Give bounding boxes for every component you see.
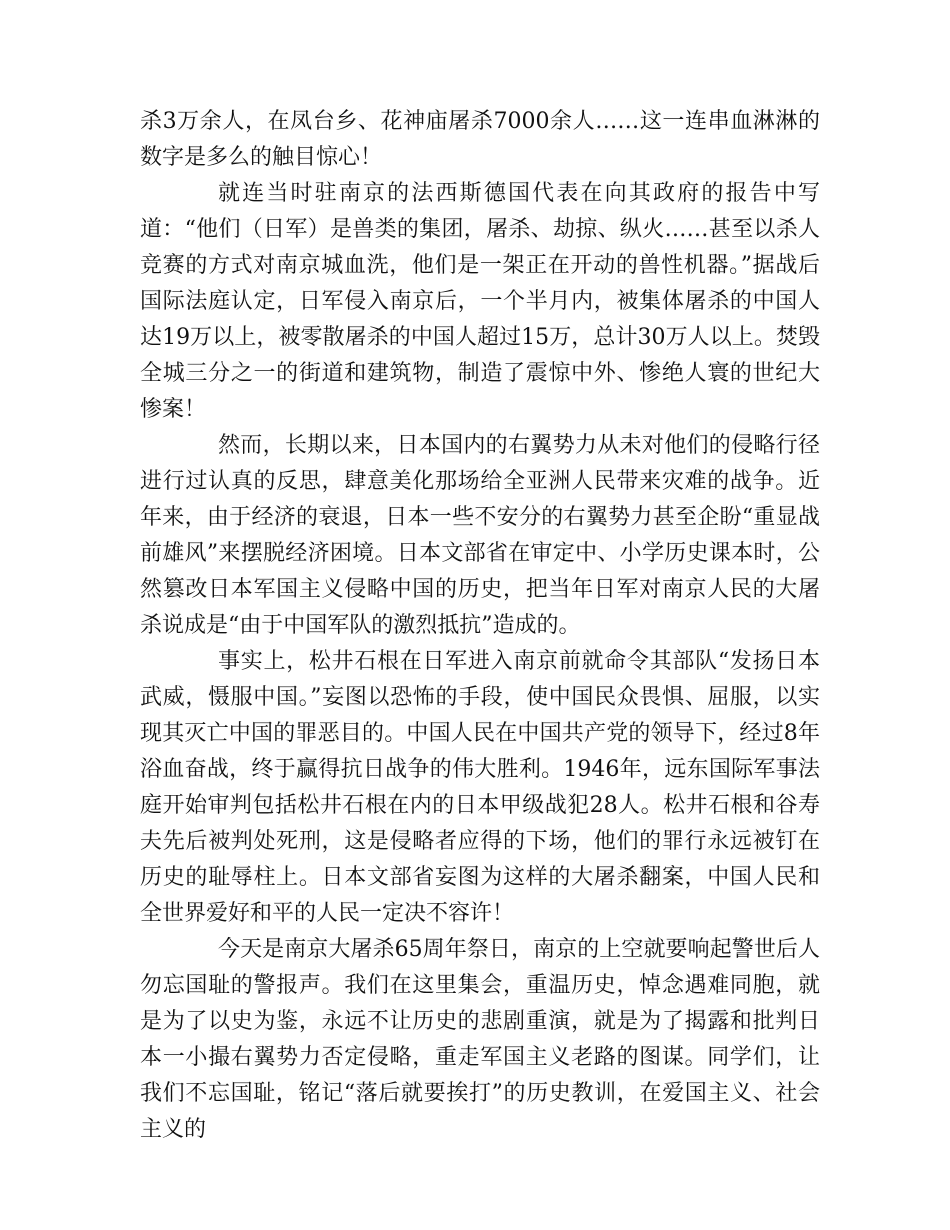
paragraph-1: 杀3万余人，在凤台乡、花神庙屠杀7000余人……这一连串血淋淋的数字是多么的触目惊心！ <box>140 109 820 170</box>
paragraph-2: 就连当时驻南京的法西斯德国代表在向其政府的报告中写道：“他们（日军）是兽类的集团，屠杀、劫掠、纵火……甚至以杀人竞赛的方式对南京城血洗，他们是一架正在开动的兽性机器。”据战后国际法庭认定，日军侵入南京后，一个半月内，被集体屠杀的中国人达19万以上，被零散屠杀的中国人超过15万，总计30万人以上。焚毁全城三分之一的街道和建筑物，制造了震惊中外、惨绝人寰的世纪大惨案！ <box>140 181 820 422</box>
paragraph-3: 然而，长期以来，日本国内的右翼势力从未对他们的侵略行径进行过认真的反思，肆意美化那场给全亚洲人民带来灾难的战争。近年来，由于经济的衰退，日本一些不安分的右翼势力甚至企盼“重显战前雄风”来摆脱经济困境。日本文部省在审定中、小学历史课本时，公然篡改日本军国主义侵略中国的历史，把当年日军对南京人民的大屠杀说成是“由于中国军队的激烈抵抗”造成的。 <box>140 433 820 638</box>
body-text <box>140 104 820 1148</box>
paragraph-5: 今天是南京大屠杀65周年祭日，南京的上空就要响起警世后人勿忘国耻的警报声。我们在这里集会，重温历史，悼念遇难同胞，就是为了以史为鉴，永远不让历史的悲剧重演，就是为了揭露和批判日本一小撮右翼势力否定侵略，重走军国主义老路的图谋。同学们，让我们不忘国耻，铭记“落后就要挨打”的历史教训，在爱国主义、社会主义的 <box>140 937 820 1142</box>
paragraph-4: 事实上，松井石根在日军进入南京前就命令其部队“发扬日本武威，慑服中国。”妄图以恐怖的手段，使中国民众畏惧、屈服，以实现其灭亡中国的罪恶目的。中国人民在中国共产党的领导下，经过8年浴血奋战，终于赢得抗日战争的伟大胜利。1946年，远东国际军事法庭开始审判包括松井石根在内的日本甲级战犯28人。松井石根和谷寿夫先后被判处死刑，这是侵略者应得的下场，他们的罪行永远被钉在历史的耻辱柱上。日本文部省妄图为这样的大屠杀翻案，中国人民和全世界爱好和平的人民一定决不容许！ <box>140 649 820 926</box>
